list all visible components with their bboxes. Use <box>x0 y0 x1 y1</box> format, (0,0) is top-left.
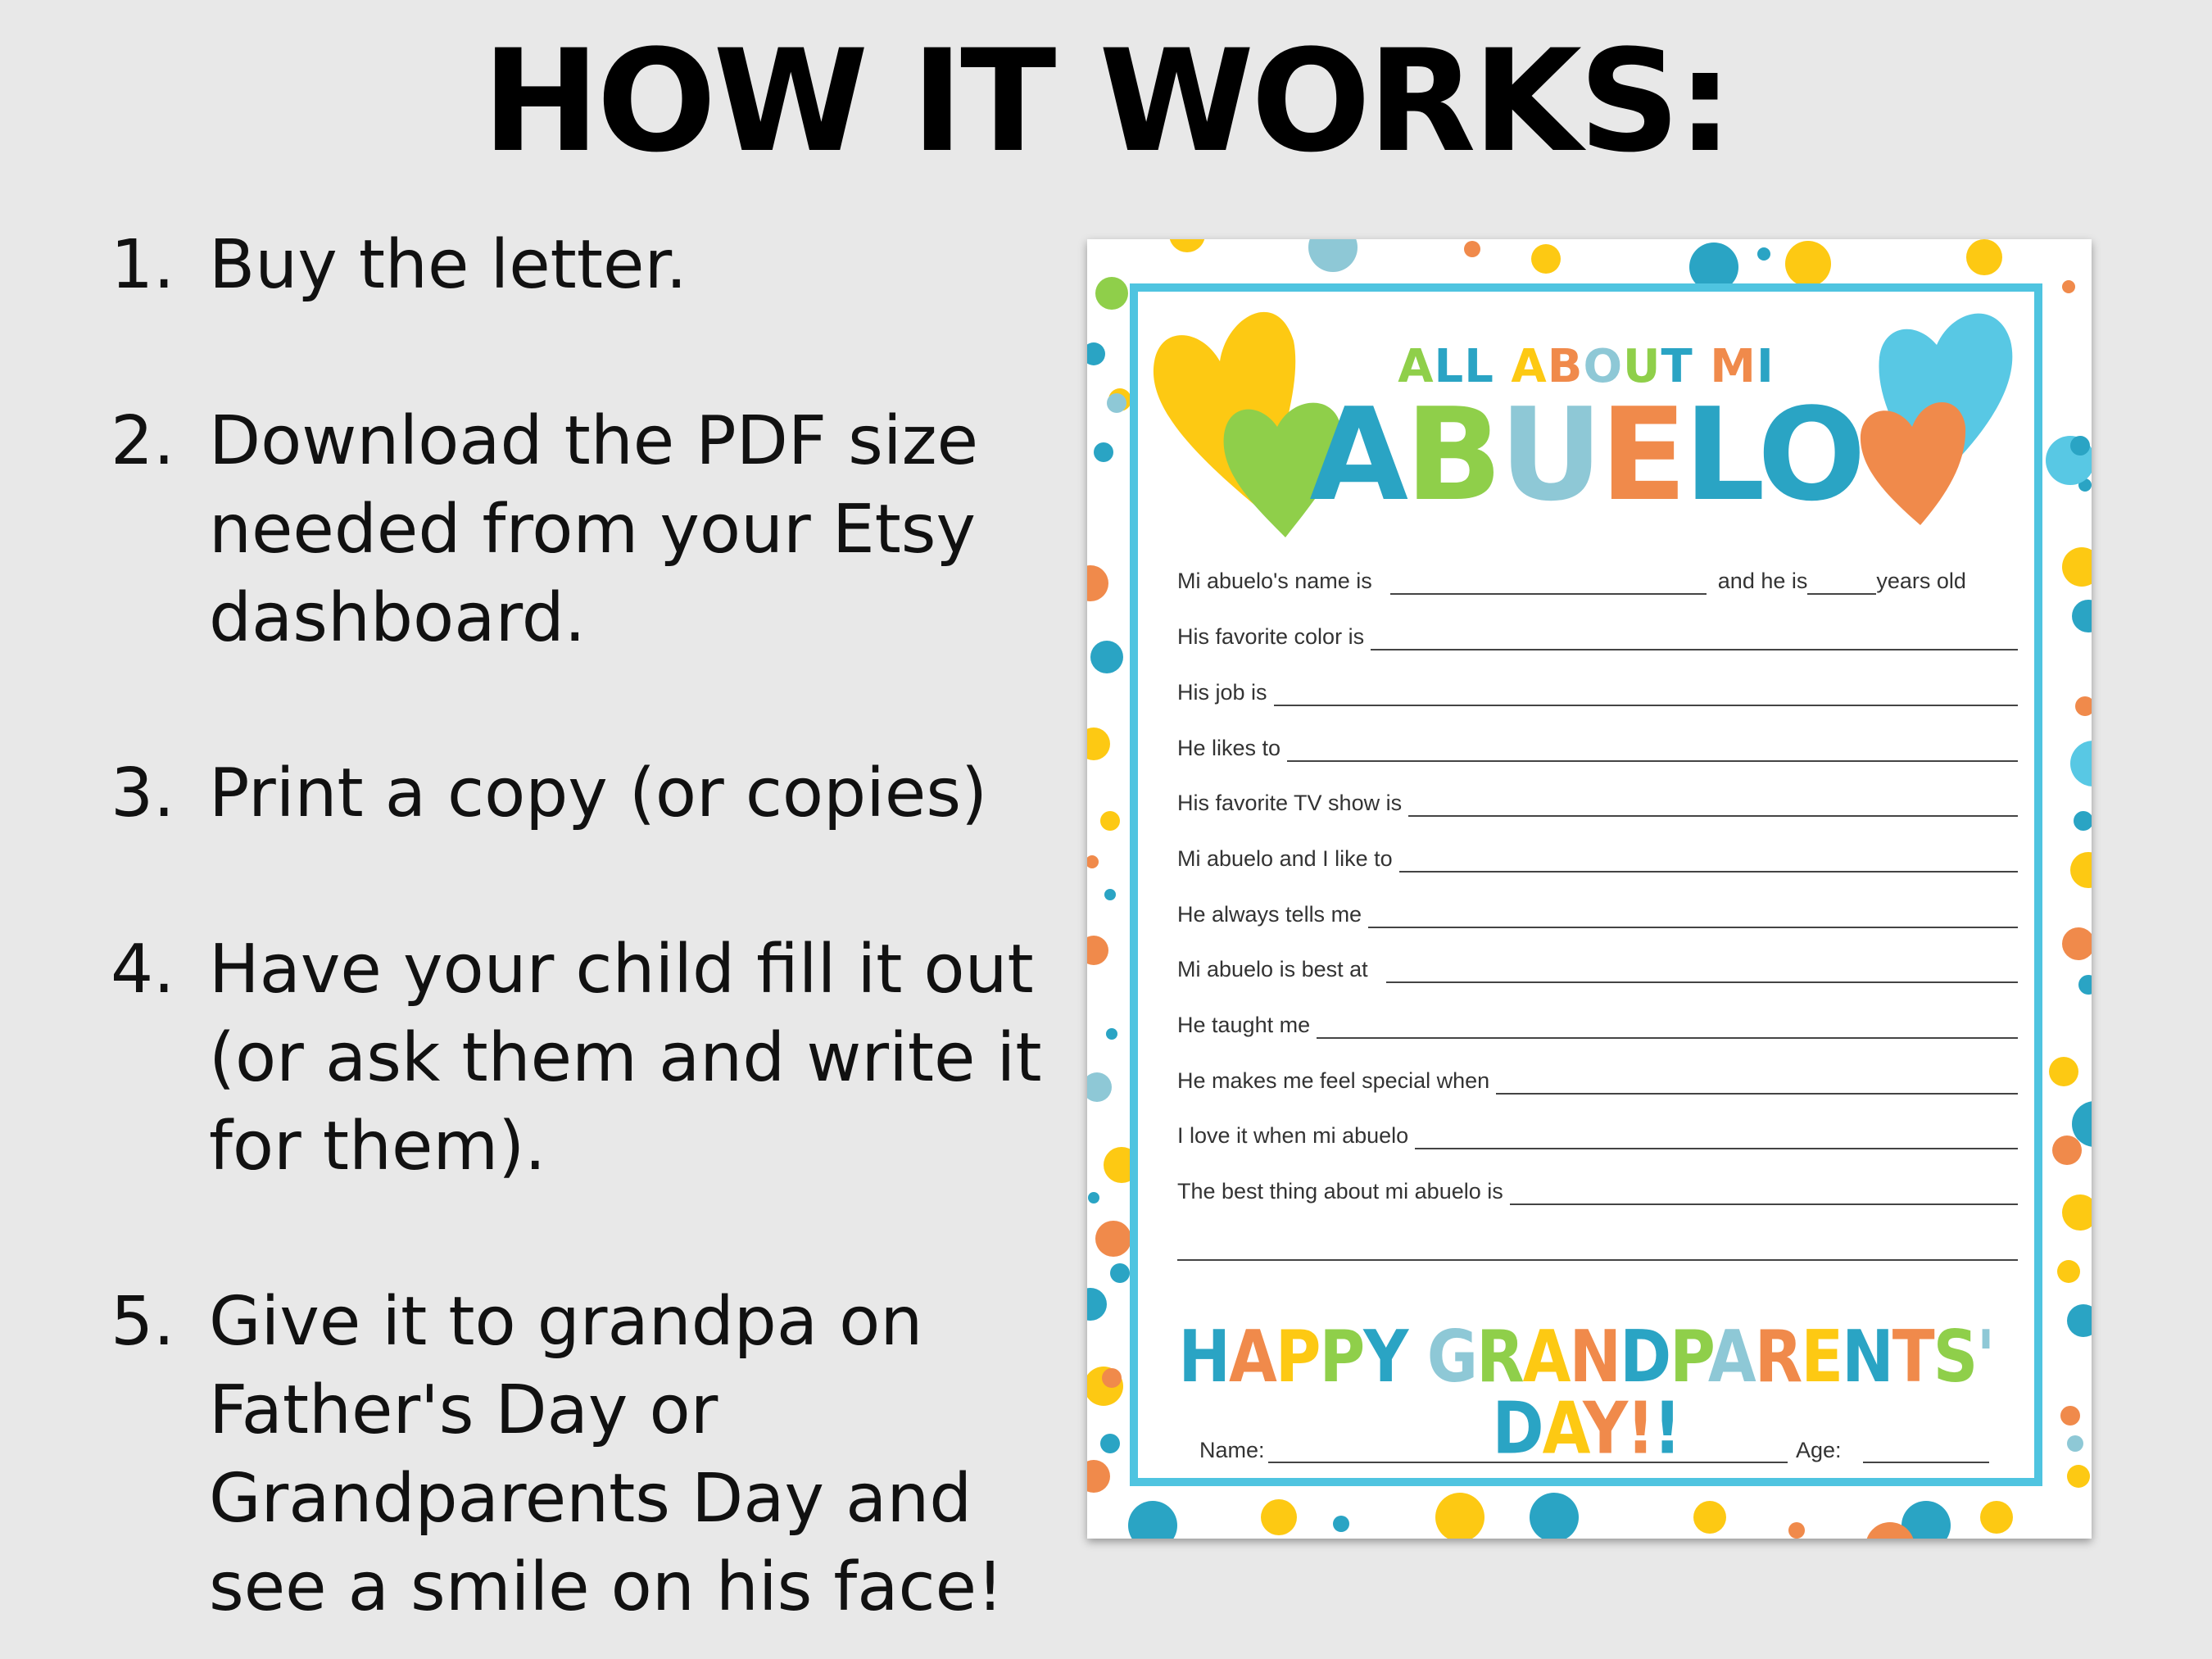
blank-line[interactable] <box>1274 683 2018 706</box>
step-number: 3. <box>111 755 175 832</box>
field-job <box>1177 673 2018 706</box>
blank-line[interactable] <box>1415 1126 2018 1149</box>
step-number: 4. <box>111 931 175 1009</box>
field-label: years old <box>1876 569 1966 593</box>
field-label: Mi abuelo is best at <box>1177 957 1368 981</box>
field-feel-special <box>1177 1062 2018 1095</box>
field-label: His job is <box>1177 680 1267 705</box>
step-number: 2. <box>111 402 175 480</box>
field-label: He taught me <box>1177 1013 1311 1037</box>
greeting-banner: HAPPY GRANDPARENTS' DAY!! <box>1178 1314 1994 1471</box>
field-label: The best thing about mi abuelo is <box>1177 1179 1503 1203</box>
blank-line[interactable] <box>1807 572 1876 595</box>
name-blank-line[interactable] <box>1268 1440 1788 1463</box>
letter-frame <box>1130 283 2042 1486</box>
age-blank-line[interactable] <box>1863 1440 1989 1463</box>
field-label: His favorite TV show is <box>1177 791 1403 815</box>
field-label: Mi abuelo's name is <box>1177 569 1372 593</box>
blank-line[interactable] <box>1177 1238 2018 1261</box>
field-name-age <box>1177 562 2018 595</box>
step-text: Print a copy (or copies) <box>209 755 988 832</box>
field-label: He always tells me <box>1177 902 1362 927</box>
blank-line[interactable] <box>1496 1072 2018 1095</box>
printable-letter-preview <box>1087 239 2092 1539</box>
letter-title-small: ALL ABOUT MI <box>1398 340 1775 393</box>
blank-line[interactable] <box>1408 794 2018 817</box>
field-tv-show <box>1177 784 2018 817</box>
field-label: His favorite color is <box>1177 624 1365 649</box>
blank-line[interactable] <box>1317 1016 2018 1039</box>
step-text: Have your child fill it out (or ask them and write it for them). <box>209 931 1042 1185</box>
field-label: He makes me feel special when <box>1177 1068 1490 1093</box>
blank-line[interactable] <box>1399 850 2018 873</box>
letter-title-big: ABUELO <box>1309 380 1863 529</box>
field-label: I love it when mi abuelo <box>1177 1123 1409 1148</box>
field-extra-line <box>1177 1228 2018 1261</box>
step-number: 1. <box>111 226 175 304</box>
field-label: Mi abuelo and I like to <box>1177 846 1393 871</box>
blank-line[interactable] <box>1368 905 2018 928</box>
letter-title <box>1138 340 2034 529</box>
field-best-thing <box>1177 1172 2018 1205</box>
step-text: Give it to grandpa on Father's Day or Grandparents Day and see a smile on his face! <box>209 1283 1004 1626</box>
field-label: and he is <box>1717 569 1808 593</box>
field-best-at <box>1177 950 2018 983</box>
field-favorite-color <box>1177 618 2018 650</box>
name-label: Name: <box>1199 1438 1265 1462</box>
blank-line[interactable] <box>1371 628 2018 650</box>
field-label: He likes to <box>1177 736 1281 760</box>
field-taught-me <box>1177 1006 2018 1039</box>
blank-line[interactable] <box>1287 739 2018 762</box>
step-text: Buy the letter. <box>209 226 687 304</box>
step-text: Download the PDF size needed from your Etsy dashboard. <box>209 402 979 657</box>
field-tells-me <box>1177 895 2018 928</box>
page-title: HOW IT WORKS: <box>482 19 1730 184</box>
step-number: 5. <box>111 1283 175 1361</box>
blank-line[interactable] <box>1510 1182 2018 1205</box>
field-likes <box>1177 729 2018 762</box>
blank-line[interactable] <box>1386 960 2018 983</box>
age-label: Age: <box>1796 1438 1842 1462</box>
field-like-to-do <box>1177 840 2018 873</box>
field-love-it-when <box>1177 1117 2018 1149</box>
name-signature <box>1199 1430 1788 1463</box>
blank-line[interactable] <box>1390 572 1707 595</box>
age-signature <box>1796 1430 1989 1463</box>
